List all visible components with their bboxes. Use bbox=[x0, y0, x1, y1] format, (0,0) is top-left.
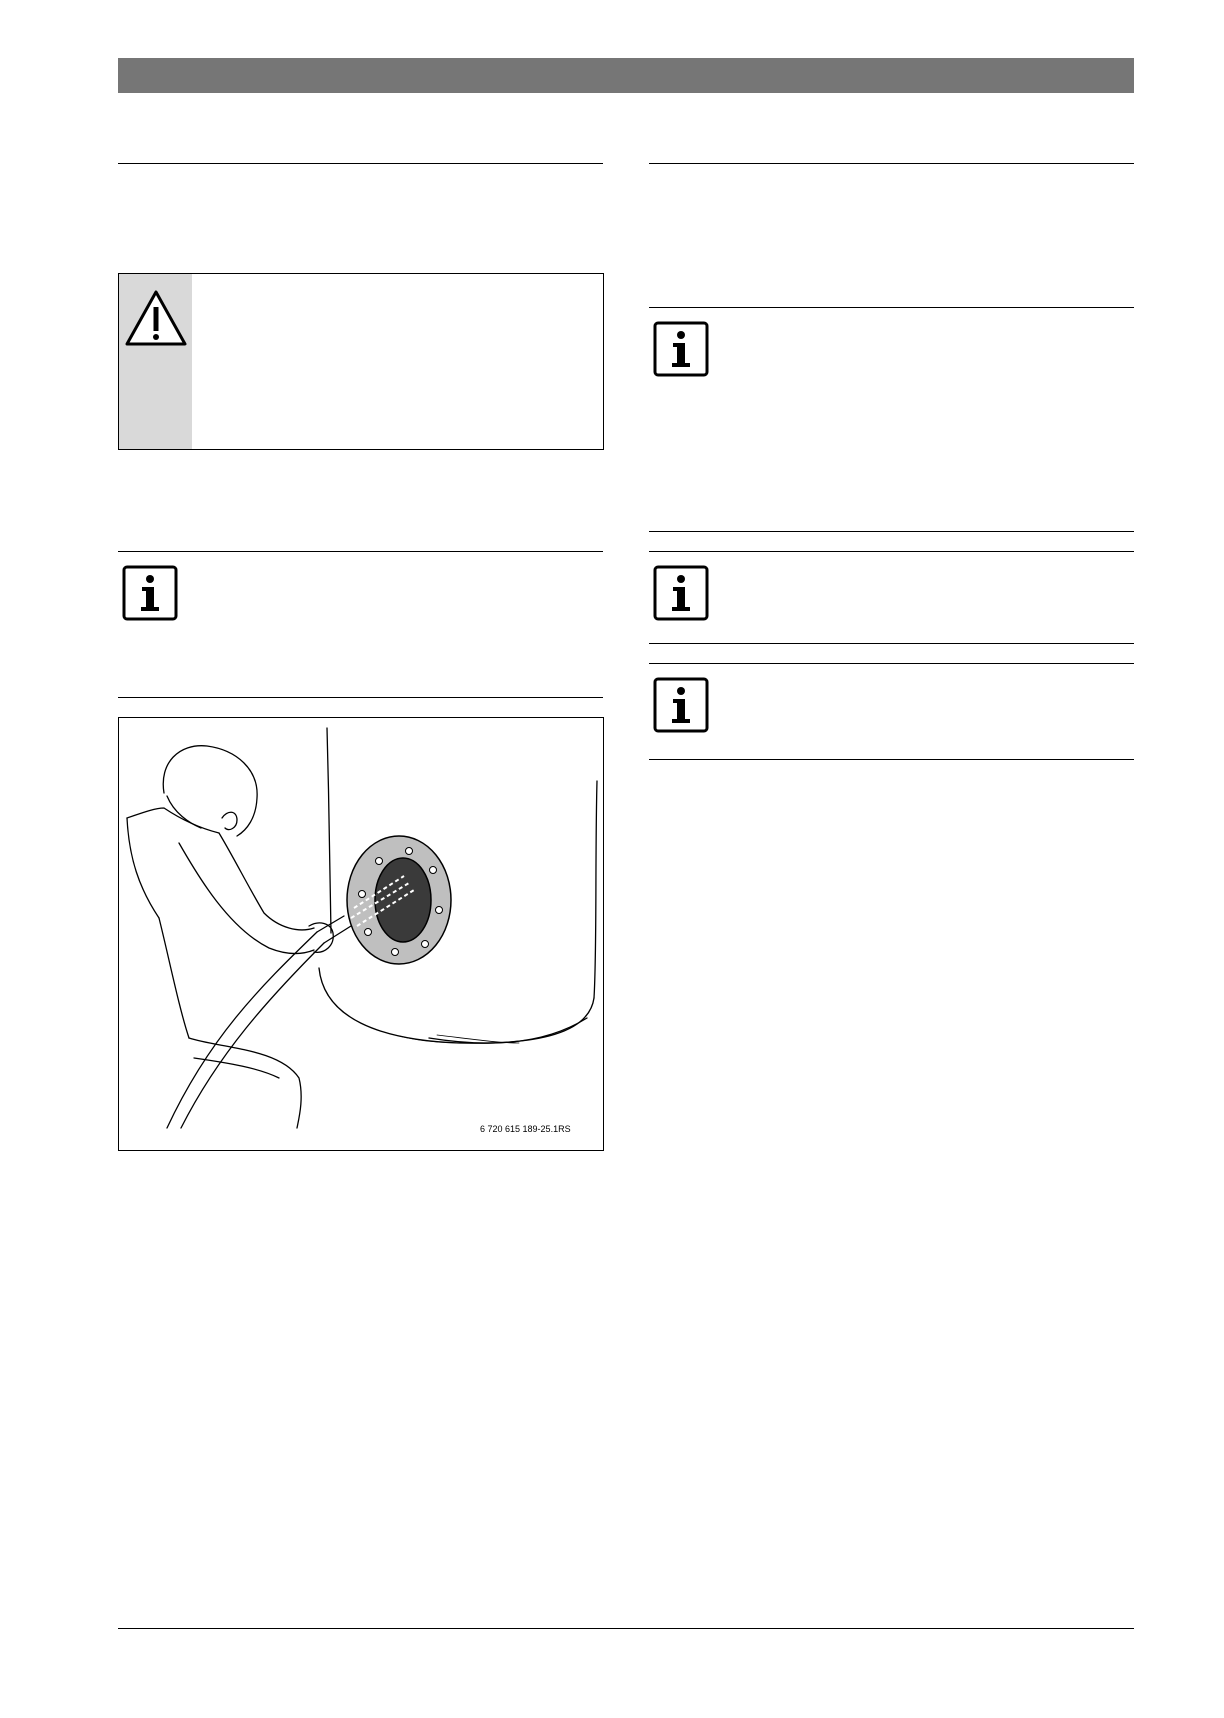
footer-rule bbox=[118, 1628, 1134, 1629]
note-rule-top bbox=[649, 551, 1134, 552]
figure-frame bbox=[118, 717, 604, 1151]
section-rule bbox=[118, 163, 603, 164]
info-icon bbox=[653, 565, 709, 621]
note-rule-top bbox=[649, 663, 1134, 664]
tank-cleaning-illustration bbox=[119, 718, 603, 1150]
figure-caption: 6 720 615 189-25.1RS bbox=[480, 1124, 571, 1134]
info-icon bbox=[122, 565, 178, 621]
section-rule-right bbox=[649, 163, 1134, 164]
note-rule-top bbox=[118, 551, 603, 552]
note-rule-bottom bbox=[649, 759, 1134, 760]
info-icon bbox=[653, 321, 709, 377]
note-rule-bottom bbox=[649, 643, 1134, 644]
note-rule-bottom bbox=[118, 697, 603, 698]
warning-box bbox=[118, 273, 604, 450]
info-icon bbox=[653, 677, 709, 733]
note-rule-top bbox=[649, 307, 1134, 308]
note-rule-bottom bbox=[649, 531, 1134, 532]
header-bar bbox=[118, 58, 1134, 93]
warning-triangle-icon bbox=[123, 288, 189, 350]
manhole-flange bbox=[347, 836, 451, 964]
